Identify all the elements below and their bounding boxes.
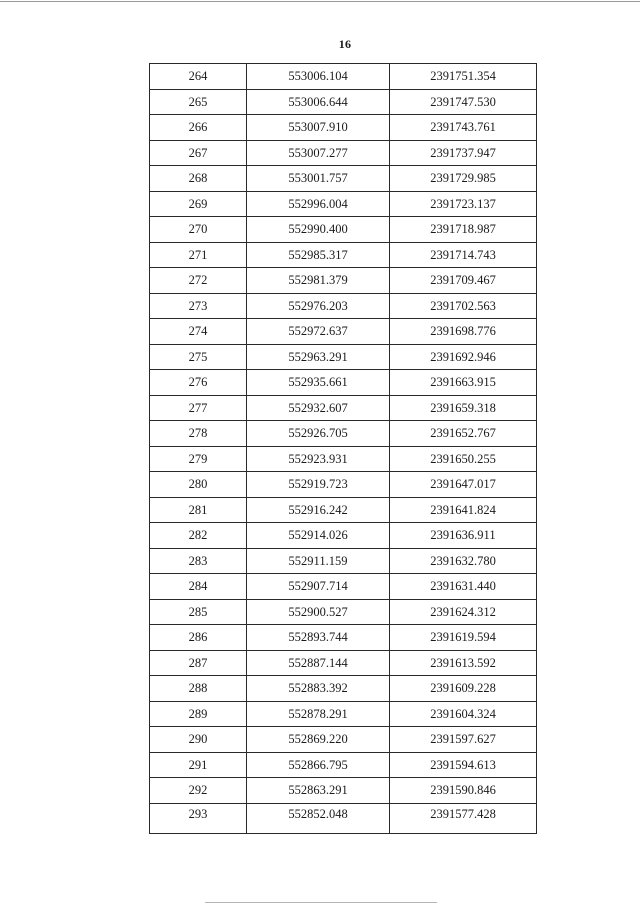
y-coordinate-cell: 2391619.594 [390, 625, 537, 651]
table-row [150, 268, 537, 294]
point-number-cell: 267 [150, 140, 247, 166]
y-coordinate-cell: 2391650.255 [390, 446, 537, 472]
table-row [150, 242, 537, 268]
point-number-cell: 276 [150, 370, 247, 396]
point-number-cell: 275 [150, 344, 247, 370]
x-coordinate-cell: 552893.744 [247, 625, 390, 651]
table-row [150, 64, 537, 90]
x-coordinate-cell: 552985.317 [247, 242, 390, 268]
bottom-rule [205, 902, 437, 903]
page-number: 16 [338, 37, 352, 51]
table-row [150, 166, 537, 192]
point-number-cell: 277 [150, 395, 247, 421]
y-coordinate-cell: 2391632.780 [390, 548, 537, 574]
point-number-cell: 283 [150, 548, 247, 574]
x-coordinate-cell: 552990.400 [247, 217, 390, 243]
x-coordinate-cell: 552926.705 [247, 421, 390, 447]
table-row [150, 421, 537, 447]
point-number-cell: 268 [150, 166, 247, 192]
y-coordinate-cell: 2391698.776 [390, 319, 537, 345]
x-coordinate-cell: 552907.714 [247, 574, 390, 600]
point-number-cell: 282 [150, 523, 247, 549]
x-coordinate-cell: 553007.277 [247, 140, 390, 166]
y-coordinate-cell: 2391577.428 [390, 803, 537, 834]
x-coordinate-cell: 552852.048 [247, 803, 390, 834]
x-coordinate-cell: 552863.291 [247, 778, 390, 804]
point-number-cell: 292 [150, 778, 247, 804]
table-row [150, 625, 537, 651]
x-coordinate-cell: 553006.644 [247, 89, 390, 115]
point-number-cell: 272 [150, 268, 247, 294]
table-row [150, 497, 537, 523]
table-row [150, 89, 537, 115]
y-coordinate-cell: 2391723.137 [390, 191, 537, 217]
x-coordinate-cell: 552869.220 [247, 727, 390, 753]
y-coordinate-cell: 2391709.467 [390, 268, 537, 294]
table-row [150, 599, 537, 625]
x-coordinate-cell: 552911.159 [247, 548, 390, 574]
table-row [150, 293, 537, 319]
x-coordinate-cell: 552878.291 [247, 701, 390, 727]
table-row [150, 217, 537, 243]
point-number-cell: 264 [150, 64, 247, 90]
table-row [150, 574, 537, 600]
x-coordinate-cell: 553001.757 [247, 166, 390, 192]
y-coordinate-cell: 2391747.530 [390, 89, 537, 115]
x-coordinate-cell: 552981.379 [247, 268, 390, 294]
point-number-cell: 270 [150, 217, 247, 243]
x-coordinate-cell: 552916.242 [247, 497, 390, 523]
point-number-cell: 279 [150, 446, 247, 472]
coordinates-table-body [150, 64, 537, 834]
point-number-cell: 284 [150, 574, 247, 600]
y-coordinate-cell: 2391663.915 [390, 370, 537, 396]
table-row [150, 344, 537, 370]
point-number-cell: 278 [150, 421, 247, 447]
table-row [150, 523, 537, 549]
x-coordinate-cell: 552935.661 [247, 370, 390, 396]
table-row [150, 472, 537, 498]
point-number-cell: 288 [150, 676, 247, 702]
point-number-cell: 289 [150, 701, 247, 727]
table-row [150, 115, 537, 141]
point-number-cell: 273 [150, 293, 247, 319]
y-coordinate-cell: 2391659.318 [390, 395, 537, 421]
point-number-cell: 281 [150, 497, 247, 523]
table-row [150, 395, 537, 421]
point-number-cell: 290 [150, 727, 247, 753]
y-coordinate-cell: 2391631.440 [390, 574, 537, 600]
point-number-cell: 269 [150, 191, 247, 217]
y-coordinate-cell: 2391594.613 [390, 752, 537, 778]
x-coordinate-cell: 552887.144 [247, 650, 390, 676]
x-coordinate-cell: 553006.104 [247, 64, 390, 90]
table-row [150, 650, 537, 676]
point-number-cell: 293 [150, 803, 247, 834]
y-coordinate-cell: 2391636.911 [390, 523, 537, 549]
point-number-cell: 266 [150, 115, 247, 141]
y-coordinate-cell: 2391609.228 [390, 676, 537, 702]
y-coordinate-cell: 2391702.563 [390, 293, 537, 319]
y-coordinate-cell: 2391718.987 [390, 217, 537, 243]
y-coordinate-cell: 2391624.312 [390, 599, 537, 625]
table-row [150, 676, 537, 702]
x-coordinate-cell: 552883.392 [247, 676, 390, 702]
table-row [150, 191, 537, 217]
x-coordinate-cell: 552923.931 [247, 446, 390, 472]
table-row [150, 803, 537, 834]
table-row [150, 140, 537, 166]
table-row [150, 319, 537, 345]
y-coordinate-cell: 2391692.946 [390, 344, 537, 370]
point-number-cell: 286 [150, 625, 247, 651]
table-row [150, 548, 537, 574]
x-coordinate-cell: 552963.291 [247, 344, 390, 370]
y-coordinate-cell: 2391604.324 [390, 701, 537, 727]
y-coordinate-cell: 2391737.947 [390, 140, 537, 166]
table-row [150, 446, 537, 472]
x-coordinate-cell: 552919.723 [247, 472, 390, 498]
x-coordinate-cell: 552976.203 [247, 293, 390, 319]
top-rule [0, 1, 640, 2]
table-row [150, 370, 537, 396]
point-number-cell: 287 [150, 650, 247, 676]
y-coordinate-cell: 2391751.354 [390, 64, 537, 90]
y-coordinate-cell: 2391647.017 [390, 472, 537, 498]
point-number-cell: 265 [150, 89, 247, 115]
x-coordinate-cell: 553007.910 [247, 115, 390, 141]
point-number-cell: 274 [150, 319, 247, 345]
y-coordinate-cell: 2391729.985 [390, 166, 537, 192]
y-coordinate-cell: 2391597.627 [390, 727, 537, 753]
point-number-cell: 285 [150, 599, 247, 625]
y-coordinate-cell: 2391641.824 [390, 497, 537, 523]
y-coordinate-cell: 2391652.767 [390, 421, 537, 447]
x-coordinate-cell: 552914.026 [247, 523, 390, 549]
table-row [150, 752, 537, 778]
coordinates-table [149, 63, 537, 834]
point-number-cell: 280 [150, 472, 247, 498]
x-coordinate-cell: 552900.527 [247, 599, 390, 625]
y-coordinate-cell: 2391714.743 [390, 242, 537, 268]
table-row [150, 778, 537, 804]
table-row [150, 727, 537, 753]
x-coordinate-cell: 552972.637 [247, 319, 390, 345]
point-number-cell: 271 [150, 242, 247, 268]
y-coordinate-cell: 2391590.846 [390, 778, 537, 804]
y-coordinate-cell: 2391613.592 [390, 650, 537, 676]
table-row [150, 701, 537, 727]
x-coordinate-cell: 552996.004 [247, 191, 390, 217]
point-number-cell: 291 [150, 752, 247, 778]
x-coordinate-cell: 552932.607 [247, 395, 390, 421]
x-coordinate-cell: 552866.795 [247, 752, 390, 778]
y-coordinate-cell: 2391743.761 [390, 115, 537, 141]
